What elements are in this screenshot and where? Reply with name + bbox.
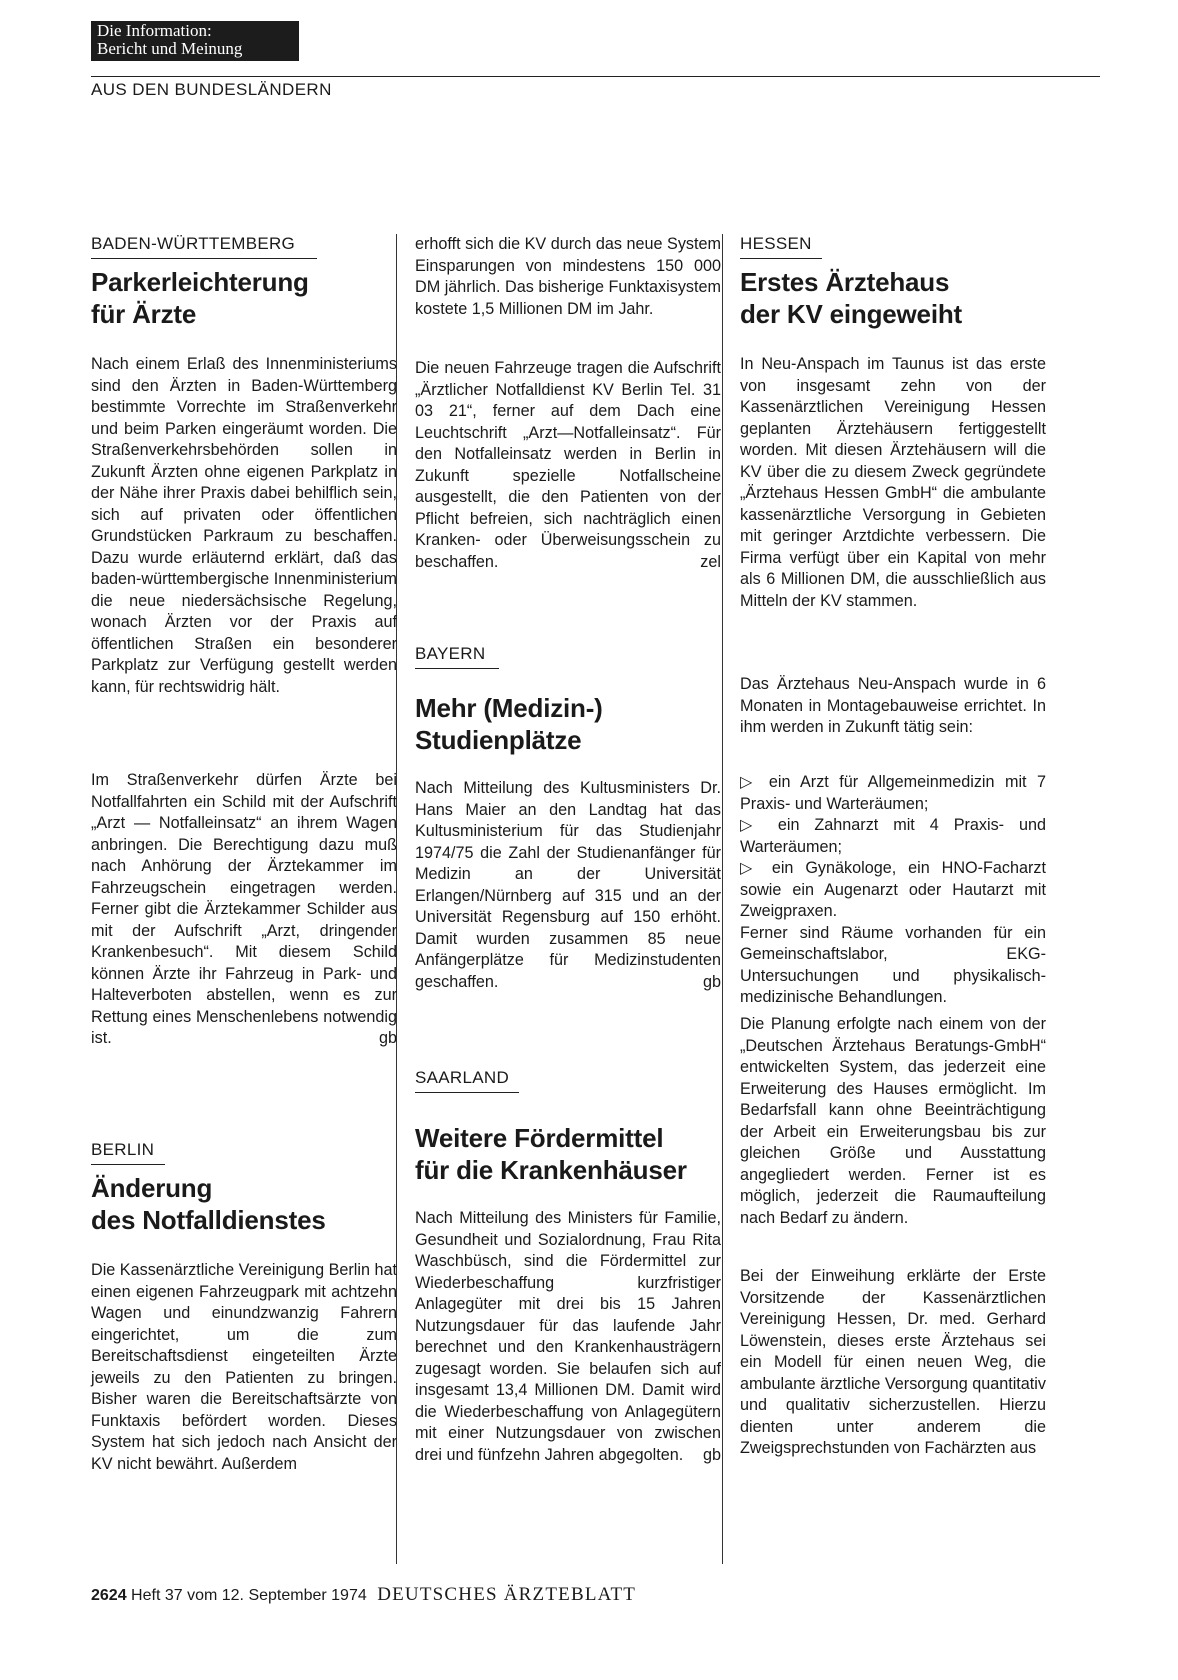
triangle-bullet-icon: ▷: [740, 773, 759, 791]
article-paragraph: [740, 1266, 1046, 1460]
headline-line: Parkerleichterung: [91, 267, 309, 297]
paragraph-text: In Neu-Anspach im Taunus ist das erste von insgesamt zehn von der Kassenärztlichen Vereinigung Hessen geplanten Ärztehäusern fertiggestellt worden. Mit diesen Ärztehäusern will die KV über die zu diesem Zweck gegründete „Ärztehaus Hessen GmbH“ die ambulante kassenärztliche Versorgung in Gebieten mit geringer Arztdichte verbessern. Die Firma verfügt über ein Kapital von mehr als 6 Millionen DM, die ausschließlich aus Mitteln der KV stammen.: [740, 355, 1046, 610]
article-paragraph: [91, 1260, 397, 1475]
headline-line: Studienplätze: [415, 725, 582, 755]
region-hessen: HESSEN: [740, 234, 822, 259]
headline-line: Weitere Fördermittel: [415, 1123, 664, 1153]
page-footer: [91, 1584, 636, 1606]
article-paragraph: [415, 234, 721, 320]
headline-weitere-foerdermittel: [415, 1122, 687, 1186]
column-divider-2: [722, 234, 723, 1564]
rubric-line-2: Bericht und Meinung: [97, 39, 243, 58]
article-paragraph: [91, 354, 397, 698]
headline-line: des Notfalldienstes: [91, 1205, 326, 1235]
region-berlin: BERLIN: [91, 1140, 165, 1165]
headline-line: der KV eingeweiht: [740, 299, 962, 329]
list-item-text: ein Gynäkologe, ein HNO-Facharzt sowie ein Augenarzt oder Hautarzt mit Zweigpraxen.: [740, 859, 1047, 920]
headline-line: Änderung: [91, 1173, 213, 1203]
article-paragraph: [415, 778, 721, 993]
paragraph-text: Ferner sind Räume vorhanden für ein Gemeinschaftslabor, EKG-Untersuchungen und physikalisch-medizinische Behandlungen.: [740, 923, 1046, 1006]
triangle-bullet-icon: ▷: [740, 816, 763, 834]
headline-line: Mehr (Medizin-): [415, 693, 603, 723]
list-item: [740, 772, 1046, 815]
section-title: AUS DEN BUNDESLÄNDERN: [91, 80, 332, 99]
headline-line: für die Krankenhäuser: [415, 1155, 687, 1185]
author-signature: zel: [700, 552, 721, 571]
issue-info: Heft 37 vom 12. September 1974: [131, 1587, 367, 1604]
page-number: 2624: [91, 1587, 127, 1604]
headline-erstes-aerztehaus: [740, 266, 962, 330]
article-paragraph: [740, 674, 1046, 739]
region-baden-wuerttemberg: BADEN-WÜRTTEMBERG: [91, 234, 317, 259]
paragraph-text: Nach Mitteilung des Ministers für Familie, Gesundheit und Sozialordnung, Frau Rita Waschbüsch, sind die Fördermittel zur Wiederbeschaffung kurzfristiger Anlagegüter mit drei bis 15 Jahren Nutzungsdauer für das laufende Jahr berechnet und den Krankenhausträgern zugesagt worden. Sie belaufen sich auf insgesamt 13,4 Millionen DM. Damit wird die Wiederbeschaffung von Anlagegütern mit einer Nutzungsdauer von zwischen drei und fünfzehn Jahren abgegolten.: [415, 1209, 721, 1464]
article-paragraph: [740, 354, 1046, 612]
article-paragraph: [91, 770, 397, 1050]
article-paragraph: [740, 1014, 1046, 1229]
list-item-text: ein Arzt für Allgemeinmedizin mit 7 Praxis- und Warteräumen;: [740, 773, 1047, 813]
paragraph-text: Bei der Einweihung erklärte der Erste Vorsitzende der Kassenärztlichen Vereinigung Hessen, Dr. med. Gerhard Löwenstein, dieses erste Ärztehaus sei ein Modell für einen neuen Weg, die ambulante ärztliche Versorgung quantitativ und qualitativ sicherzustellen. Hierzu dienten unter anderem die Zweigsprechstunden von Fachärzten aus: [740, 1267, 1046, 1457]
rubric-box: [91, 21, 299, 61]
list-item: [740, 815, 1046, 858]
headline-line: Erstes Ärztehaus: [740, 267, 950, 297]
paragraph-text: Im Straßenverkehr dürfen Ärzte bei Notfallfahrten ein Schild mit der Aufschrift „Arzt — Notfalleinsatz“ an ihrem Wagen anbringen. Die Berechtigung dazu muß nach Anhörung der Ärztekammer im Fahrzeugschein eingetragen werden. Ferner gibt die Ärztekammer Schilder aus mit der Aufschrift „Arzt, dringender Krankenbesuch“. Mit diesem Schild können Ärzte ihr Fahrzeug in Park- und Halteverboten abstellen, wenn es zur Rettung eines Menschenlebens notwendig ist.: [91, 771, 397, 1047]
article-paragraph: [415, 358, 721, 573]
masthead: DEUTSCHES ÄRZTEBLATT: [377, 1584, 637, 1605]
region-bayern: BAYERN: [415, 644, 499, 669]
paragraph-text: Die Kassenärztliche Vereinigung Berlin hat einen eigenen Fahrzeugpark mit achtzehn Wagen und einundzwanzig Fahrern eingerichtet, um die zum Bereitschaftsdienst eingeteilten Ärzte jeweils zu den Patienten zu bringen. Bisher waren die Bereitschaftsärzte von Funktaxis befördert worden. Dieses System hat sich jedoch nach Ansicht der KV nicht bewährt. Außerdem: [91, 1261, 397, 1473]
author-signature: gb: [702, 1445, 721, 1464]
rubric-line-1: Die Information:: [97, 21, 212, 40]
headline-parkerleichterung: [91, 266, 309, 330]
list-item-text: ein Zahnarzt mit 4 Praxis- und Warteräumen;: [740, 816, 1047, 856]
triangle-bullet-icon: ▷: [740, 859, 760, 877]
paragraph-text: Das Ärztehaus Neu-Anspach wurde in 6 Monaten in Montagebauweise errichtet. In ihm werden in Zukunft tätig sein:: [740, 675, 1046, 736]
paragraph-text: Die Planung erfolgte nach einem von der „Deutschen Ärztehaus Beratungs-GmbH“ entwickelten System, das jederzeit eine Erweiterung des Hauses ermöglicht. Im Bedarfsfall kann ohne Beeinträchtigung der Arbeit ein Erweiterungsbau bis zur gleichen Größe und Ausstattung angegliedert werden. Ferner ist es möglich, jederzeit die Raumaufteilung nach Bedarf zu ändern.: [740, 1015, 1046, 1227]
headline-aenderung-notfalldienst: [91, 1172, 326, 1236]
paragraph-text: Nach Mitteilung des Kultusministers Dr. Hans Maier an den Landtag hat das Kultusministerium für das Studienjahr 1974/75 die Zahl der Studienanfänger für Medizin an der Universität Erlangen/Nürnberg auf 315 und an der Universität Regensburg auf 150 erhöht. Damit wurden zusammen 85 neue Anfängerplätze für Medizinstudenten geschaffen.: [415, 779, 721, 991]
region-saarland: SAARLAND: [415, 1068, 519, 1093]
headline-line: für Ärzte: [91, 299, 197, 329]
paragraph-text: Nach einem Erlaß des Innenministeriums sind den Ärzten in Baden-Württemberg bestimmte Vorrechte im Straßenverkehr und beim Parken eingeräumt worden. Die Straßenverkehrsbehörden sollen in Zukunft Ärzten ohne eigenen Parkplatz in der Nähe ihrer Praxis dabei behilflich sein, sich auf privaten oder öffentlichen Grundstücken Parkraum zu beschaffen. Dazu wurde erläuternd erklärt, daß das baden-württembergische Innenministerium die neue niedersächsische Regelung, wonach Ärzten vor der Praxis auf öffentlichen Straßen ein besonderer Parkplatz zur Verfügung gestellt werden kann, für rechtswidrig hält.: [91, 355, 397, 696]
list-item: [740, 858, 1046, 923]
header-rule: [91, 76, 1100, 77]
headline-mehr-studienplaetze: [415, 692, 603, 756]
facility-list: [740, 772, 1046, 1009]
article-paragraph: [415, 1208, 721, 1466]
paragraph-text: Die neuen Fahrzeuge tragen die Aufschrift „Ärztlicher Notfalldienst KV Berlin Tel. 31 03 21“, ferner auf dem Dach eine Leuchtschrift „Arzt—Notfalleinsatz“. Für den Notfalleinsatz werden in Berlin in Zukunft spezielle Notfallscheine ausgestellt, die den Patienten von der Pflicht befreien, sich nachträglich einen Kranken- oder Überweisungsschein zu beschaffen.: [415, 359, 721, 571]
author-signature: gb: [702, 972, 721, 991]
author-signature: gb: [378, 1029, 397, 1047]
paragraph-text: erhofft sich die KV durch das neue System Einsparungen von mindestens 150 000 DM jährlich. Das bisherige Funktaxisystem kostete 1,5 Millionen DM im Jahr.: [415, 235, 721, 318]
